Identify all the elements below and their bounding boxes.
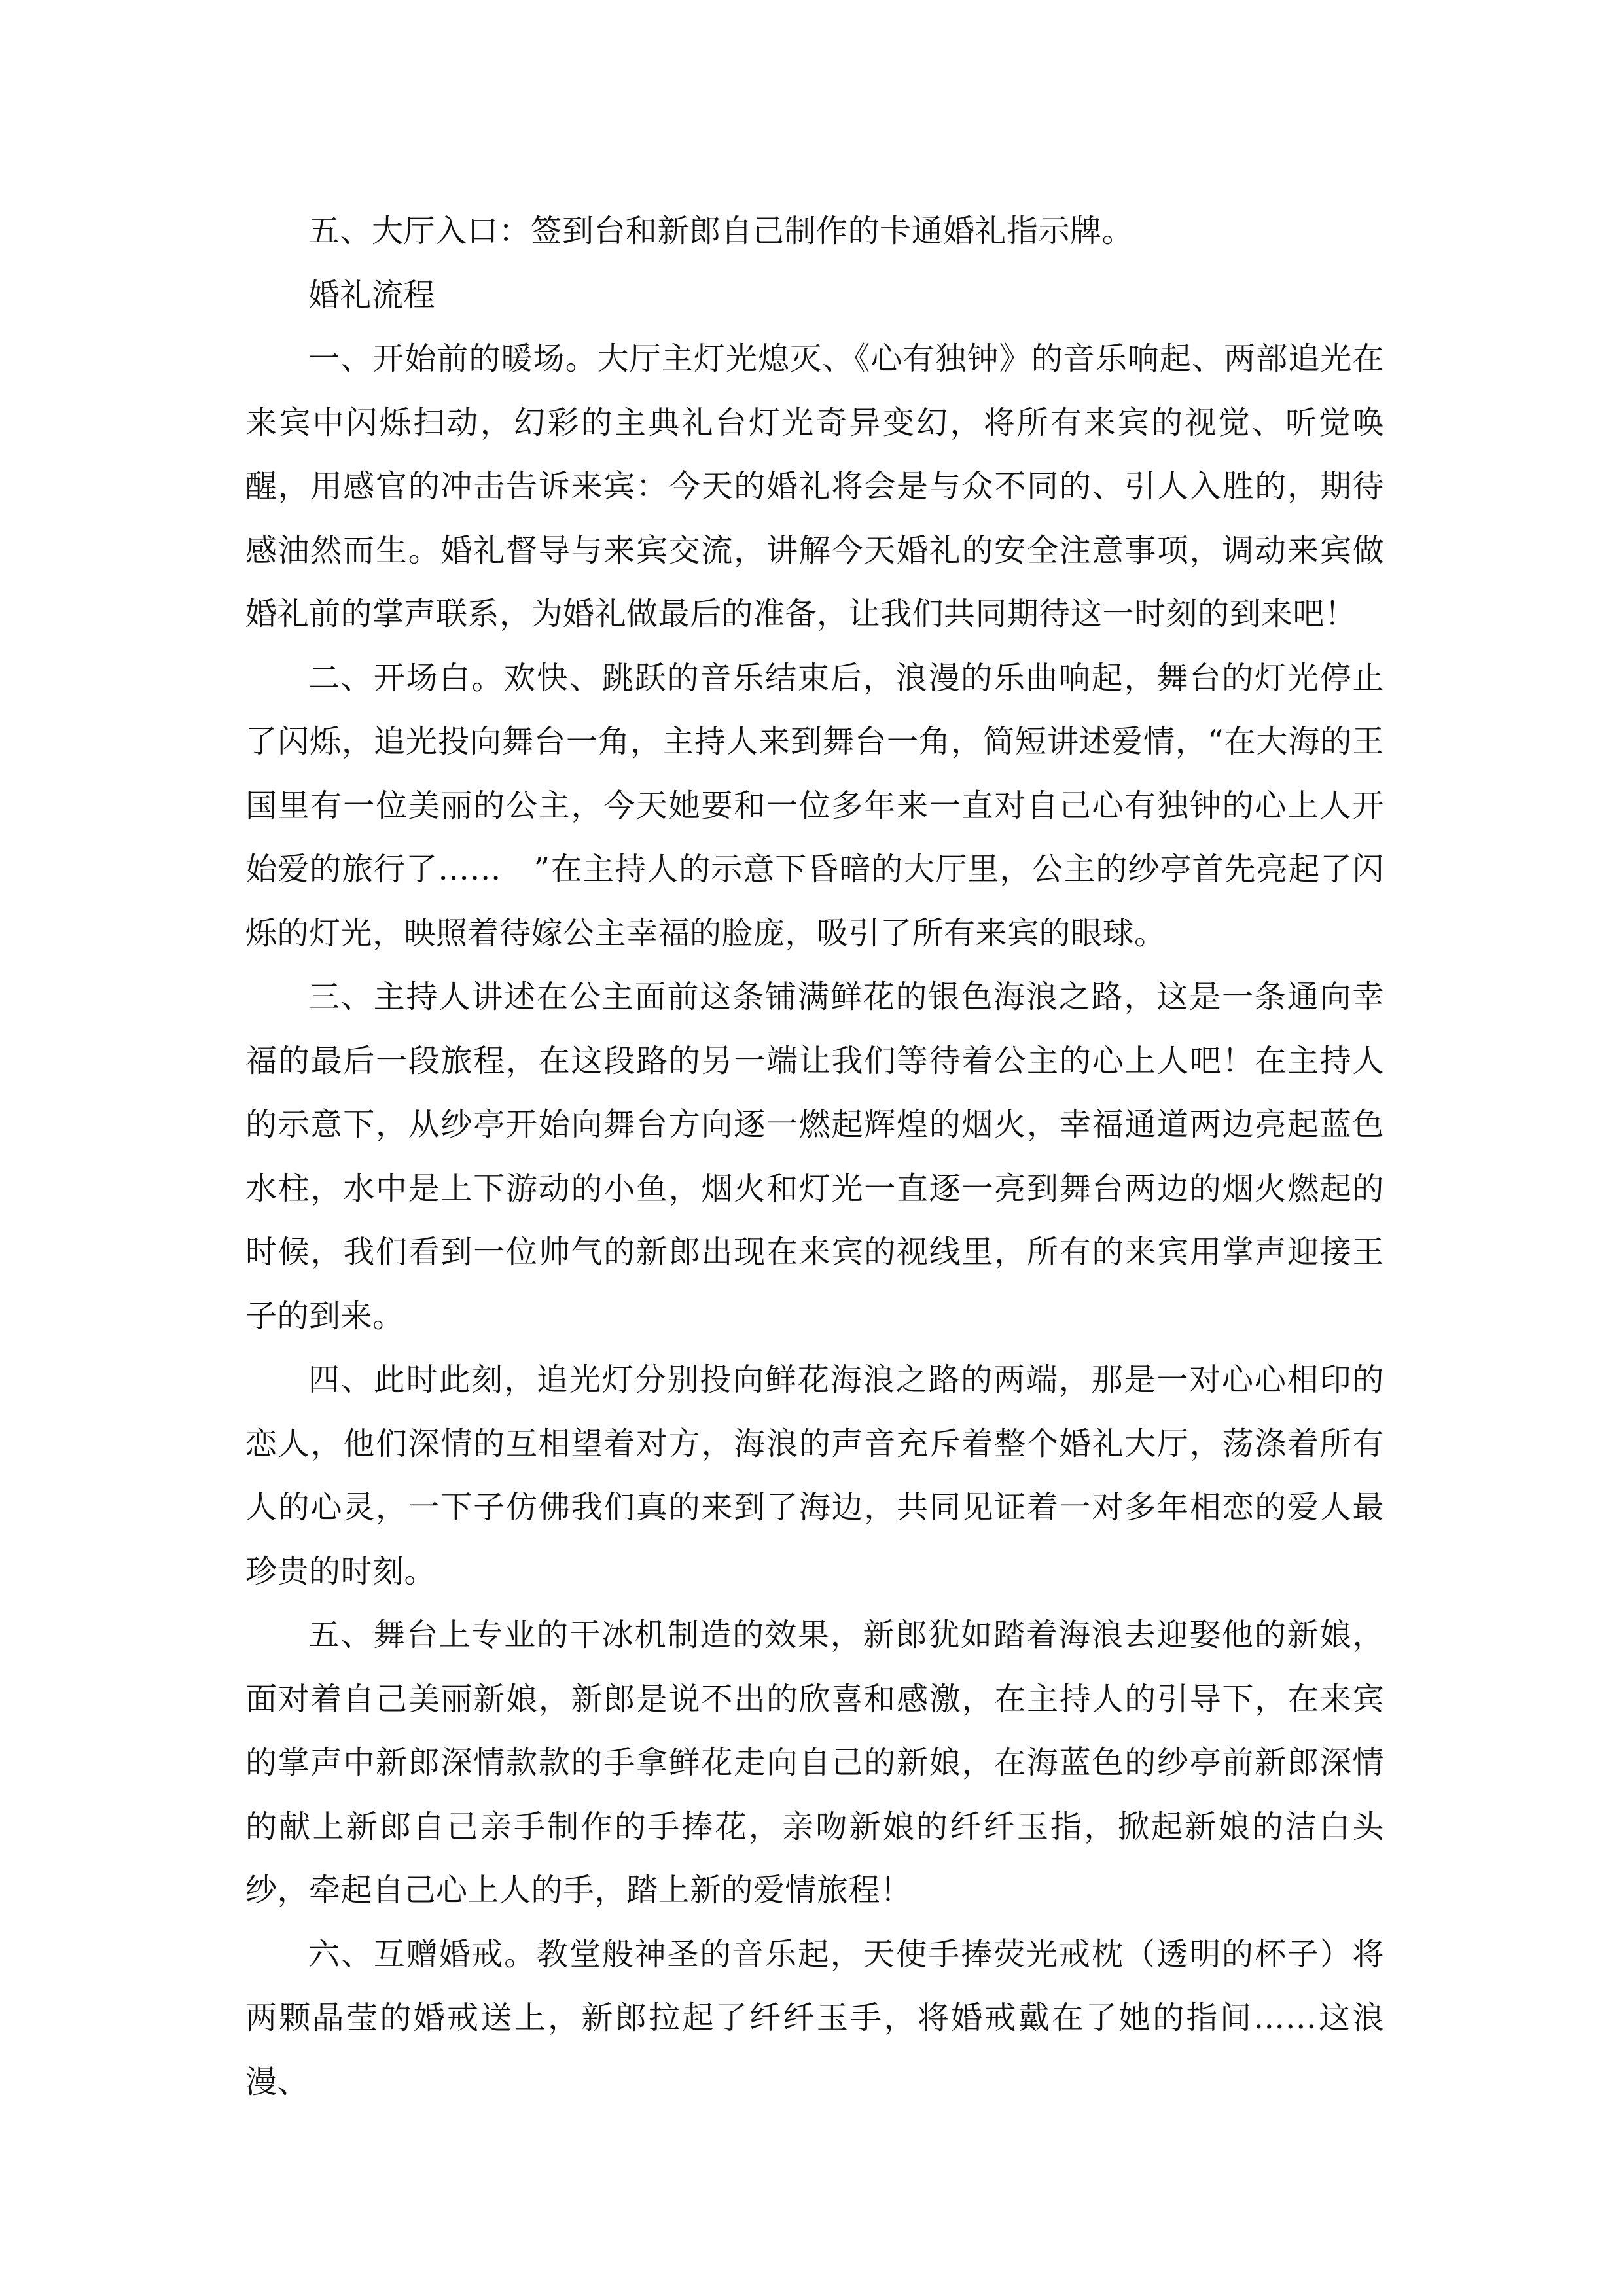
paragraph-stage-effects: 五、舞台上专业的干冰机制造的效果，新郎犹如踏着海浪去迎娶他的新娘，面对着自己美丽新娘，新郎是说不出的欣喜和感激，在主持人的引导下，在来宾的掌声中新郎深情款款的手拿鲜花走向自己的新娘，在海蓝色的纱亭前新郎深情的献上新郎自己亲手制作的手捧花，亲吻新娘的纤纤玉指，掀起新娘的洁白头纱，牵起自己心上人的手，踏上新的爱情旅程！ <box>245 1617 1384 1909</box>
paragraph-this-moment: 四、此时此刻，追光灯分别投向鲜花海浪之路的两端，那是一对心心相印的恋人，他们深情的互相望着对方，海浪的声音充斥着整个婚礼大厅，荡涤着所有人的心灵，一下子仿佛我们真的来到了海边，共同见证着一对多年相恋的爱人最珍贵的时刻。 <box>245 1361 1384 1590</box>
document-body <box>245 200 1384 2114</box>
paragraph-hall-entrance: 五、大厅入口：签到台和新郎自己制作的卡通婚礼指示牌。 <box>308 213 1134 249</box>
paragraph-ring-exchange: 六、互赠婚戒。教堂般神圣的音乐起，天使手捧荧光戒枕（透明的杯子）将两颗晶莹的婚戒送上，新郎拉起了纤纤玉手，将婚戒戴在了她的指间……这浪漫、 <box>245 1935 1384 2100</box>
paragraph-warm-up: 一、开始前的暖场。大厅主灯光熄灭、《心有独钟》的音乐响起、两部追光在来宾中闪烁扫动，幻彩的主典礼台灯光奇异变幻，将所有来宾的视觉、听觉唤醒，用感官的冲击告诉来宾：今天的婚礼将会是与众不同的、引人入胜的，期待感油然而生。婚礼督导与来宾交流，讲解今天婚礼的安全注意事项，调动来宾做婚礼前的掌声联系，为婚礼做最后的准备，让我们共同期待这一时刻的到来吧！ <box>245 340 1384 632</box>
paragraph-opening: 二、开场白。欢快、跳跃的音乐结束后，浪漫的乐曲响起，舞台的灯光停止了闪烁，追光投向舞台一角，主持人来到舞台一角，简短讲述爱情，“在大海的王国里有一位美丽的公主，今天她要和一位多年来一直对自己心有独钟的心上人开始爱的旅行了…… ”在主持人的示意下昏暗的大厅里，公主的纱亭首先亮起了闪烁的灯光，映照着待嫁公主幸福的脸庞，吸引了所有来宾的眼球。 <box>245 659 1384 952</box>
paragraph-host-narration: 三、主持人讲述在公主面前这条铺满鲜花的银色海浪之路，这是一条通向幸福的最后一段旅程，在这段路的另一端让我们等待着公主的心上人吧！在主持人的示意下，从纱亭开始向舞台方向逐一燃起辉煌的烟火，幸福通道两边亮起蓝色水柱，水中是上下游动的小鱼，烟火和灯光一直逐一亮到舞台两边的烟火燃起的时候，我们看到一位帅气的新郎出现在来宾的视线里，所有的来宾用掌声迎接王子的到来。 <box>245 978 1384 1335</box>
section-heading-wedding-process: 婚礼流程 <box>308 276 436 314</box>
